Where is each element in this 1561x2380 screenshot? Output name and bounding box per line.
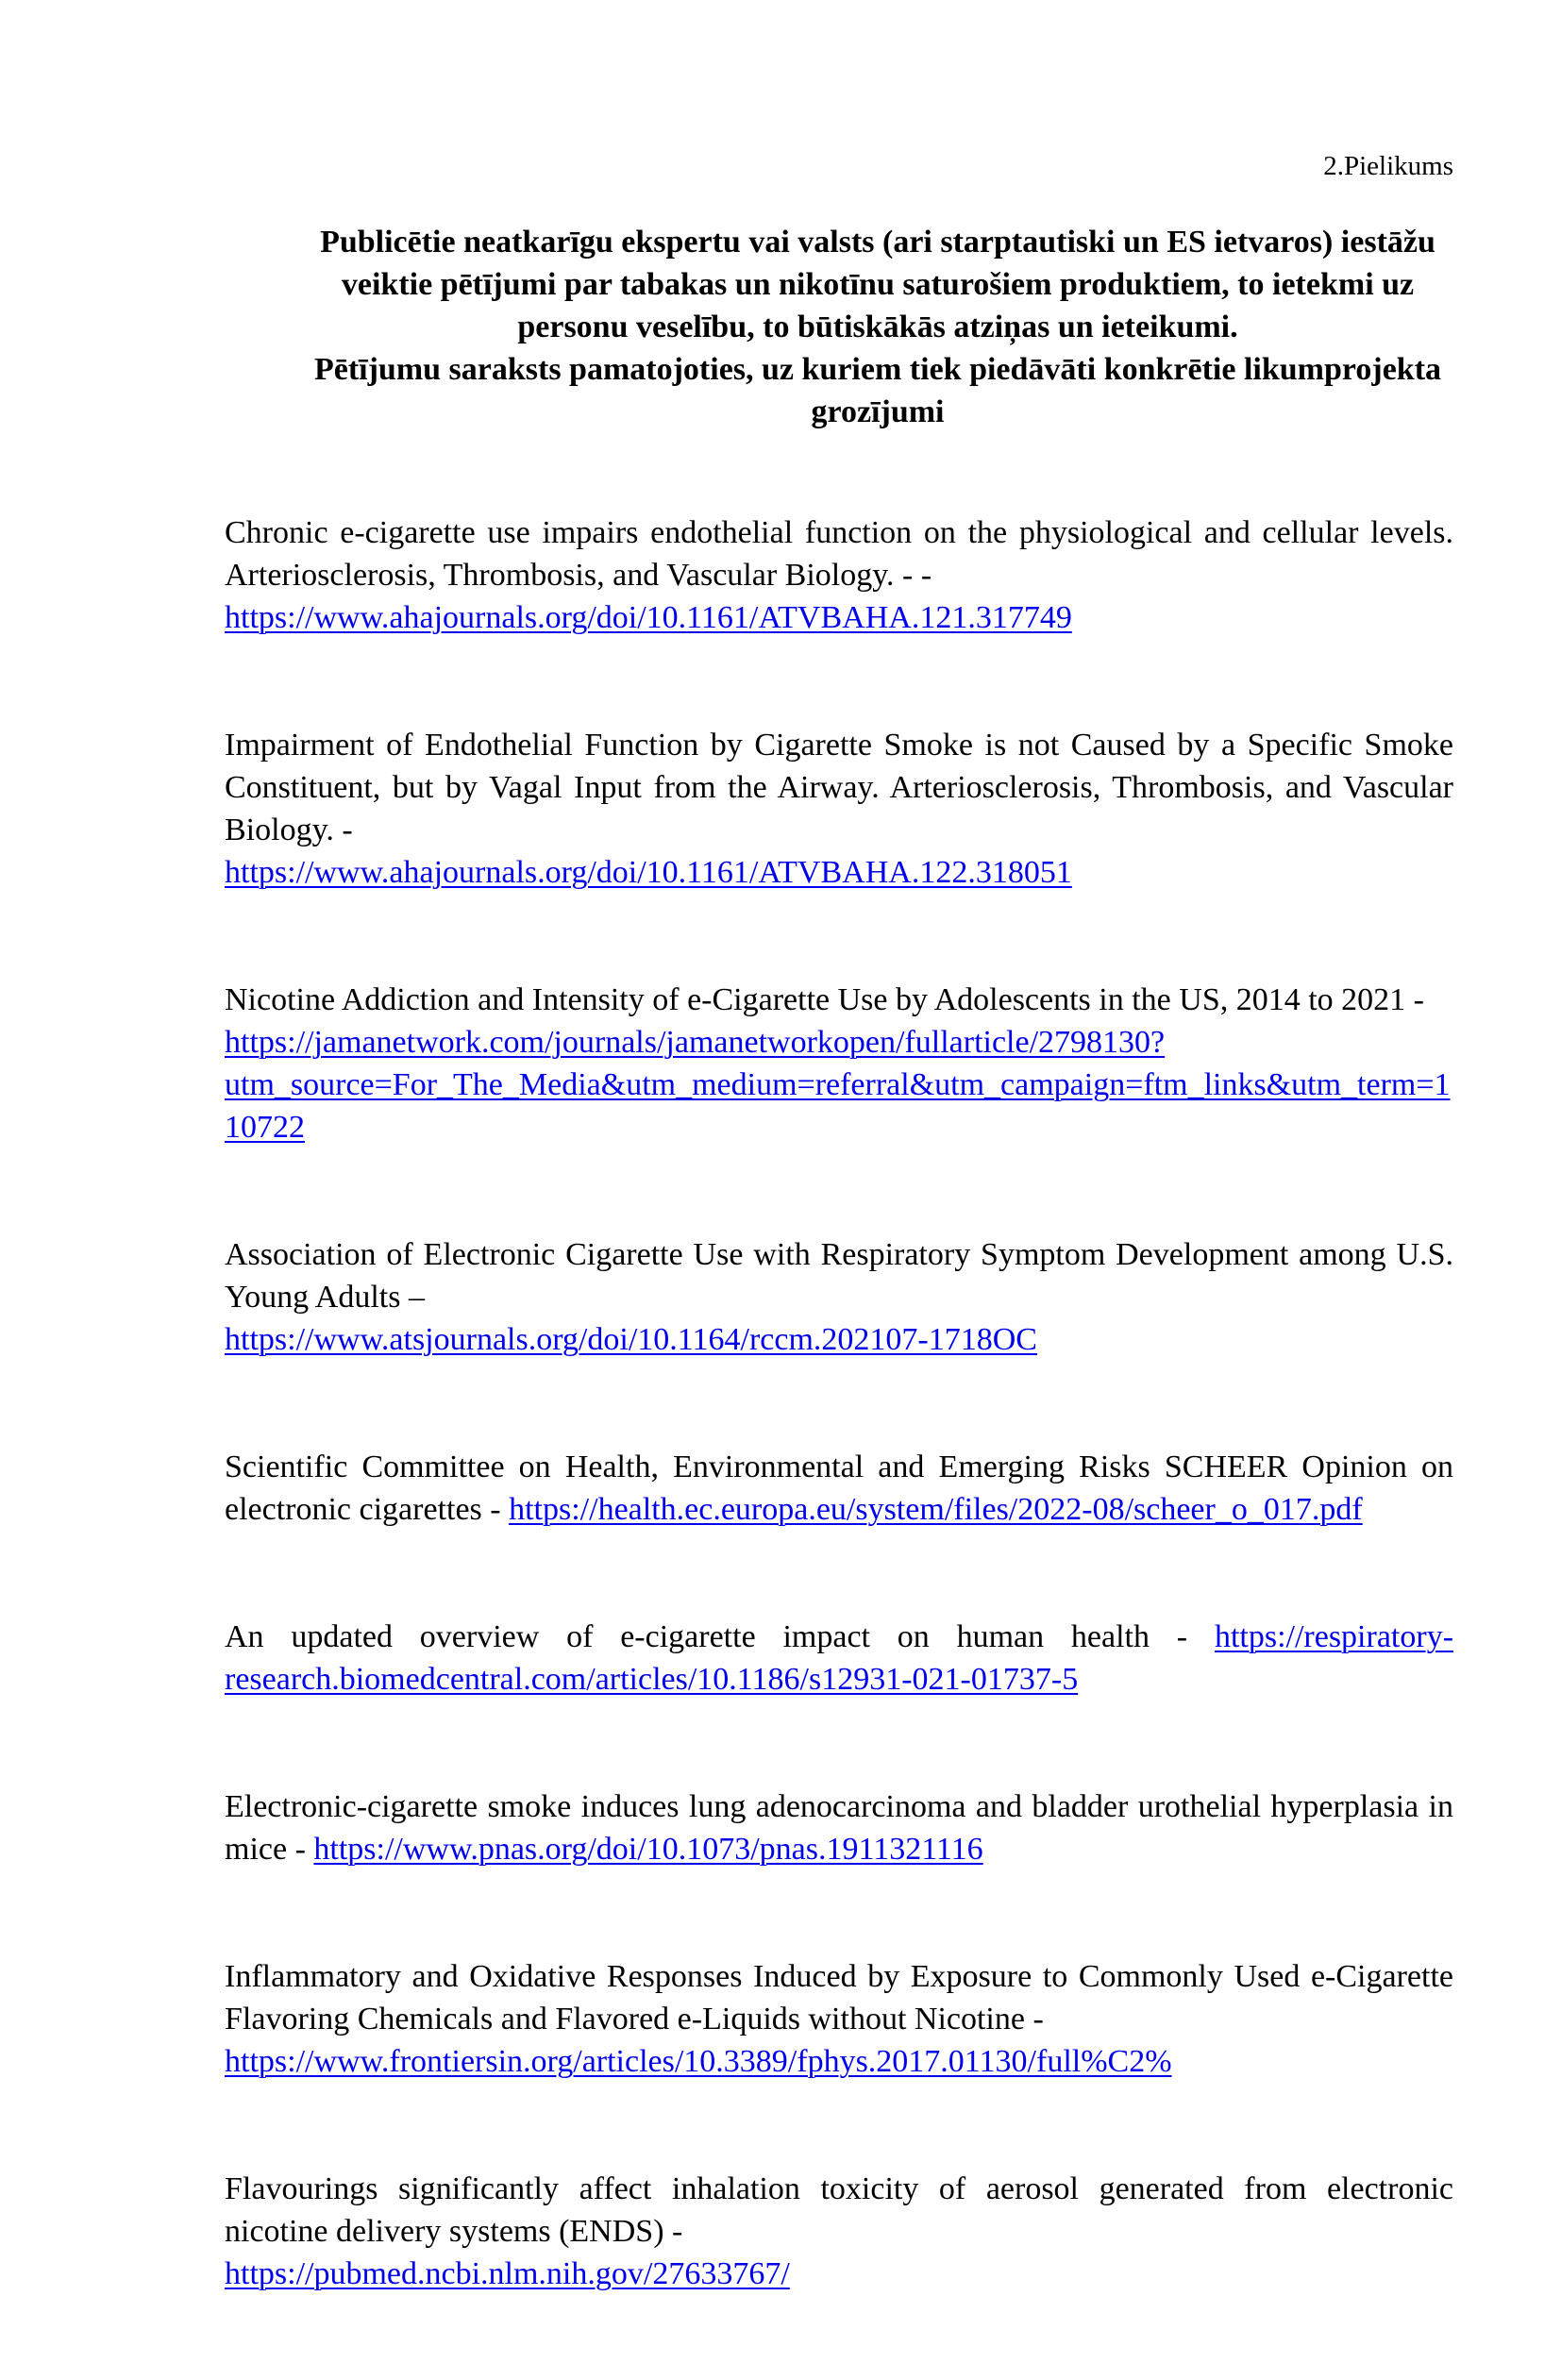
reference-link[interactable]: https://www.frontiersin.org/articles/10.3389/fphys.2017.01130/full%C2% <box>225 2044 1172 2079</box>
reference-link[interactable]: https://jamanetwork.com/journals/jamanetworkopen/fullarticle/2798130?utm_source=For_The_Media&utm_medium=referral&utm_campaign=ftm_links&utm_term=110722 <box>225 1025 1451 1145</box>
reference-text: Flavourings significantly affect inhalation toxicity of aerosol generated from electronic nicotine delivery systems (ENDS) - <box>225 2171 1453 2249</box>
reference-text: Association of Electronic Cigarette Use with Respiratory Symptom Development among U.S. Young Adults – <box>225 1237 1453 1315</box>
reference-text: Electronic-cigarette smoke induces lung adenocarcinoma and bladder urothelial hyperplasia in mice - <box>225 1789 1453 1867</box>
reference-link[interactable]: https://health.ec.europa.eu/system/files/2022-08/scheer_o_017.pdf <box>509 1492 1363 1527</box>
reference-item <box>225 1616 1453 1701</box>
reference-text: An updated overview of e-cigarette impact on human health - <box>225 1619 1188 1654</box>
annex-label: 2.Pielikums <box>1323 151 1453 181</box>
reference-link[interactable]: https://www.atsjournals.org/doi/10.1164/rccm.202107-1718OC <box>225 1322 1037 1357</box>
reference-text: Impairment of Endothelial Function by Cigarette Smoke is not Caused by a Specific Smoke Constituent, but by Vagal Input from the Airway. Arteriosclerosis, Thrombosis, and Vascular Biology. - <box>225 728 1453 847</box>
reference-item <box>225 511 1453 639</box>
reference-text: Nicotine Addiction and Intensity of e-Cigarette Use by Adolescents in the US, 2014 to 2021 - <box>225 982 1424 1017</box>
reference-link[interactable]: https://pubmed.ncbi.nlm.nih.gov/27633767/ <box>225 2256 790 2291</box>
reference-text: Inflammatory and Oxidative Responses Induced by Exposure to Commonly Used e-Cigarette Flavoring Chemicals and Flavored e-Liquids without Nicotine - <box>225 1959 1453 2036</box>
reference-item <box>225 1785 1453 1870</box>
reference-link[interactable]: https://www.pnas.org/doi/10.1073/pnas.1911321116 <box>313 1832 983 1867</box>
reference-item <box>225 2168 1453 2295</box>
heading-subtitle: Pētījumu saraksts pamatojoties, uz kuriem tiek piedāvāti konkrētie likumprojekta grozījumi <box>313 352 1442 429</box>
reference-link[interactable]: https://respiratory-research.biomedcentral.com/articles/10.1186/s12931-021-01737-5 <box>225 1619 1454 1697</box>
reference-item <box>225 1446 1453 1531</box>
heading-title: Publicētie neatkarīgu ekspertu vai valsts (ari starptautiski un ES ietvaros) iestāžu veiktie pētījumi par tabakas un nikotīnu saturošiem produktiem, to ietekmi uz personu veselību, to būtiskākās atziņas un ieteikumi. <box>320 225 1435 344</box>
reference-item <box>225 979 1453 1148</box>
reference-text: Scientific Committee on Health, Environmental and Emerging Risks SCHEER Opinion on electronic cigarettes - <box>225 1450 1453 1527</box>
reference-text: Chronic e-cigarette use impairs endothelial function on the physiological and cellular levels. Arteriosclerosis, Thrombosis, and Vascular Biology. - - <box>225 515 1453 593</box>
reference-link[interactable]: https://www.ahajournals.org/doi/10.1161/ATVBAHA.121.317749 <box>225 600 1072 635</box>
reference-item <box>225 1233 1453 1361</box>
reference-item <box>225 724 1453 894</box>
reference-list <box>225 511 1453 2380</box>
reference-link[interactable]: https://www.ahajournals.org/doi/10.1161/ATVBAHA.122.318051 <box>225 855 1072 890</box>
reference-item <box>225 1955 1453 2083</box>
document-heading <box>311 221 1444 433</box>
